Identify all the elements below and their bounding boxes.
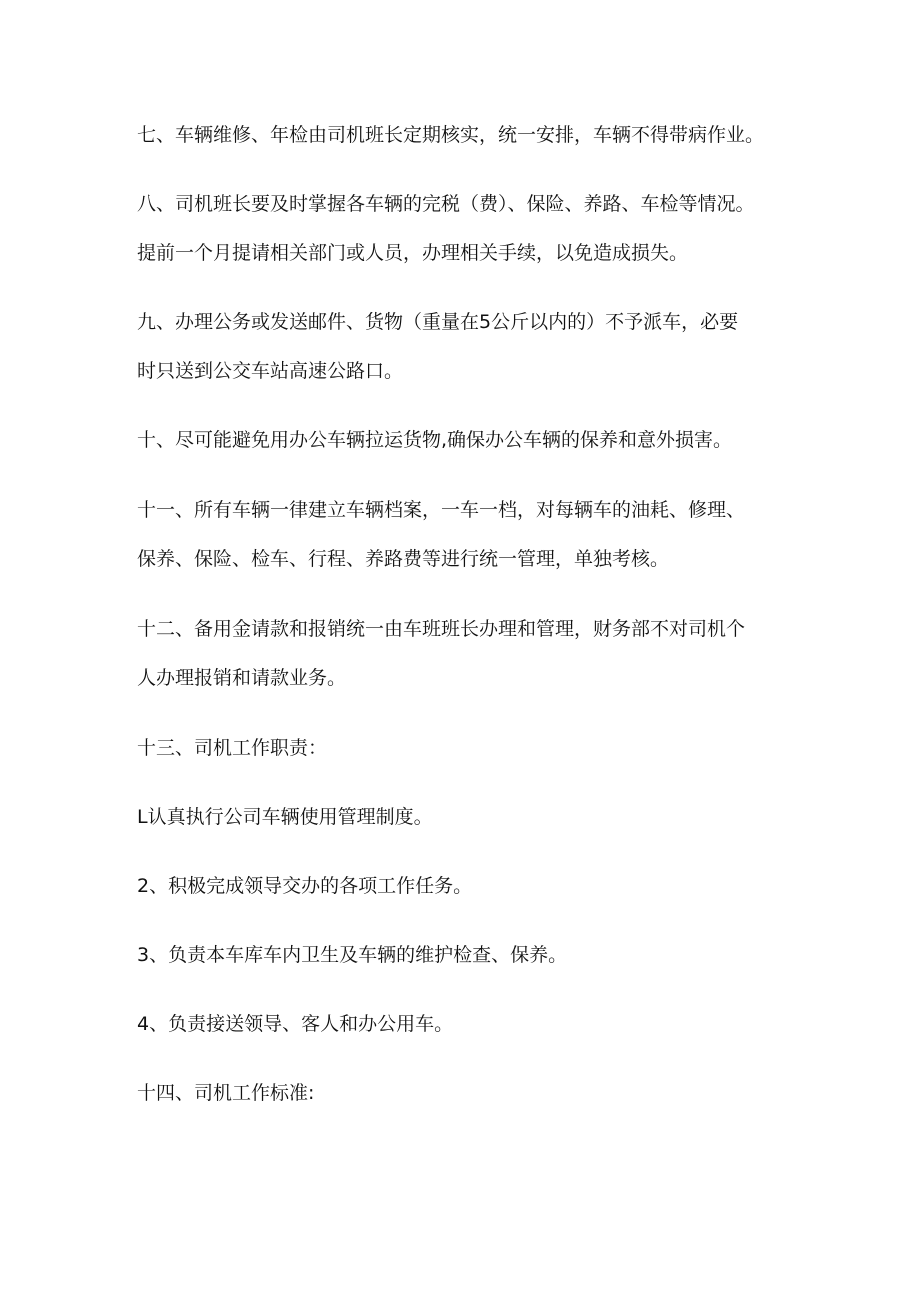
paragraph-7-line-1: 七、车辆维修、年检由司机班长定期核实，统一安排，车辆不得带病作业。 [137,124,765,146]
paragraph-12-line-1: 十二、备用金请款和报销统一由车班班长办理和管理，财务部不对司机个 [137,618,746,640]
paragraph-11-line-2: 保养、保险、检车、行程、养路费等进行统一管理，单独考核。 [137,548,670,570]
paragraph-8-line-2: 提前一个月提请相关部门或人员，办理相关手续，以免造成损失。 [137,242,689,264]
paragraph-11-line-1: 十一、所有车辆一律建立车辆档案，一车一档，对每辆车的油耗、修理、 [137,499,746,521]
paragraph-10-line-1: 十、尽可能避免用办公车辆拉运货物,确保办公车辆的保养和意外损害。 [137,429,733,451]
section-13-heading: 十三、司机工作职责： [137,737,328,759]
duty-item-4: 4、负责接送领导、客人和办公用车。 [137,1013,454,1035]
paragraph-9-line-2: 时只送到公交车站高速公路口。 [137,360,404,382]
section-14-heading: 十四、司机工作标准: [137,1082,315,1104]
paragraph-12-line-2: 人办理报销和请款业务。 [137,667,347,689]
duty-item-1: L认真执行公司车辆使用管理制度。 [137,806,433,828]
paragraph-9-line-1: 九、办理公务或发送邮件、货物（重量在5公斤以内的）不予派车，必要 [137,311,739,333]
paragraph-8-line-1: 八、司机班长要及时掌握各车辆的完税（费）、保险、养路、车检等情况。 [137,193,755,215]
duty-item-3: 3、负责本车库车内卫生及车辆的维护检查、保养。 [137,944,568,966]
duty-item-2: 2、积极完成领导交办的各项工作任务。 [137,875,473,897]
